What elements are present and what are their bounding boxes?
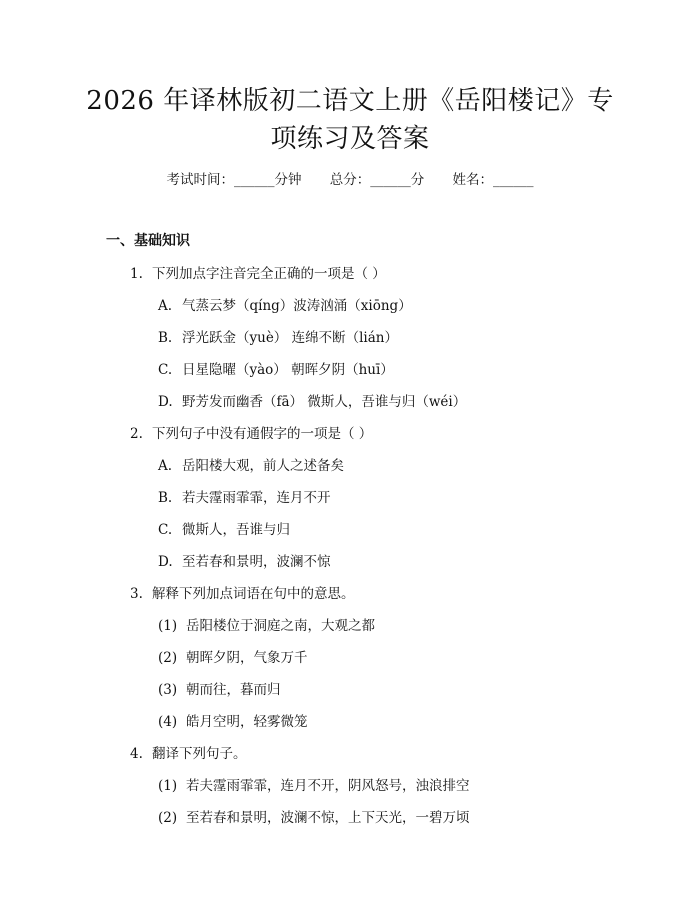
q2-option-c xyxy=(158,518,290,538)
option-text: 日星隐曜（yào） 朝晖夕阴（huī） xyxy=(182,362,394,378)
option-text: 岳阳楼大观，前人之述备矣 xyxy=(182,458,344,474)
option-label: A. xyxy=(158,298,173,314)
item-text: 朝而往，暮而归 xyxy=(186,682,281,698)
item-label: (1) xyxy=(158,778,178,794)
question-number: 2. xyxy=(130,426,143,442)
q3-item-4 xyxy=(158,710,308,730)
title-line-2: 项练习及答案 xyxy=(270,124,430,154)
question-text: 解释下列加点词语在句中的意思。 xyxy=(152,586,355,602)
item-label: (1) xyxy=(158,618,178,634)
option-label: B. xyxy=(158,490,173,506)
section-heading: 一、基础知识 xyxy=(106,233,190,249)
option-text: 野芳发而幽香（fā） 微斯人，吾谁与归（wéi） xyxy=(182,394,467,410)
option-label: B. xyxy=(158,330,173,346)
student-name: 姓名：______ xyxy=(452,172,534,188)
question-number: 3. xyxy=(130,586,143,602)
q1-option-a xyxy=(158,294,412,314)
exam-meta xyxy=(0,168,700,188)
option-label: D. xyxy=(158,394,173,410)
item-text: 皓月空明，轻雾微笼 xyxy=(186,714,308,730)
q3-item-1 xyxy=(158,614,375,634)
q1-option-d xyxy=(158,390,466,410)
item-label: (4) xyxy=(158,714,178,730)
q3-item-3 xyxy=(158,678,281,698)
item-label: (2) xyxy=(158,650,178,666)
item-text: 若夫霪雨霏霏，连月不开，阴风怒号，浊浪排空 xyxy=(186,778,470,794)
question-text: 翻译下列句子。 xyxy=(152,746,247,762)
question-1 xyxy=(130,262,386,282)
option-label: C. xyxy=(158,522,173,538)
question-text: 下列加点字注音完全正确的一项是（ ） xyxy=(152,266,386,282)
question-3 xyxy=(130,582,355,602)
option-text: 浮光跃金（yuè） 连绵不断（lián） xyxy=(182,330,398,346)
option-label: C. xyxy=(158,362,173,378)
q1-option-b xyxy=(158,326,398,346)
option-text: 微斯人，吾谁与归 xyxy=(182,522,290,538)
q1-option-c xyxy=(158,358,394,378)
q2-option-d xyxy=(158,550,331,570)
question-number: 1. xyxy=(130,266,143,282)
item-label: (3) xyxy=(158,682,178,698)
title-line-1: 2026 年译林版初二语文上册《岳阳楼记》专 xyxy=(86,86,614,116)
question-number: 4. xyxy=(130,746,143,762)
item-label: (2) xyxy=(158,810,178,826)
item-text: 朝晖夕阴，气象万千 xyxy=(186,650,308,666)
q3-item-2 xyxy=(158,646,308,666)
item-text: 岳阳楼位于洞庭之南，大观之都 xyxy=(186,618,375,634)
q2-option-b xyxy=(158,486,331,506)
option-label: A. xyxy=(158,458,173,474)
document-title xyxy=(80,82,620,158)
q4-item-1 xyxy=(158,774,470,794)
option-text: 气蒸云梦（qíng）波涛汹涌（xiōng） xyxy=(182,298,412,314)
item-text: 至若春和景明，波澜不惊，上下天光，一碧万顷 xyxy=(186,810,470,826)
q2-option-a xyxy=(158,454,344,474)
question-2 xyxy=(130,422,372,442)
total-score: 总分：______分 xyxy=(329,172,425,188)
question-4 xyxy=(130,742,247,762)
q4-item-2 xyxy=(158,806,470,826)
option-label: D. xyxy=(158,554,173,570)
option-text: 若夫霪雨霏霏，连月不开 xyxy=(182,490,331,506)
question-text: 下列句子中没有通假字的一项是（ ） xyxy=(152,426,373,442)
option-text: 至若春和景明，波澜不惊 xyxy=(182,554,331,570)
exam-time: 考试时间：______分钟 xyxy=(166,172,302,188)
